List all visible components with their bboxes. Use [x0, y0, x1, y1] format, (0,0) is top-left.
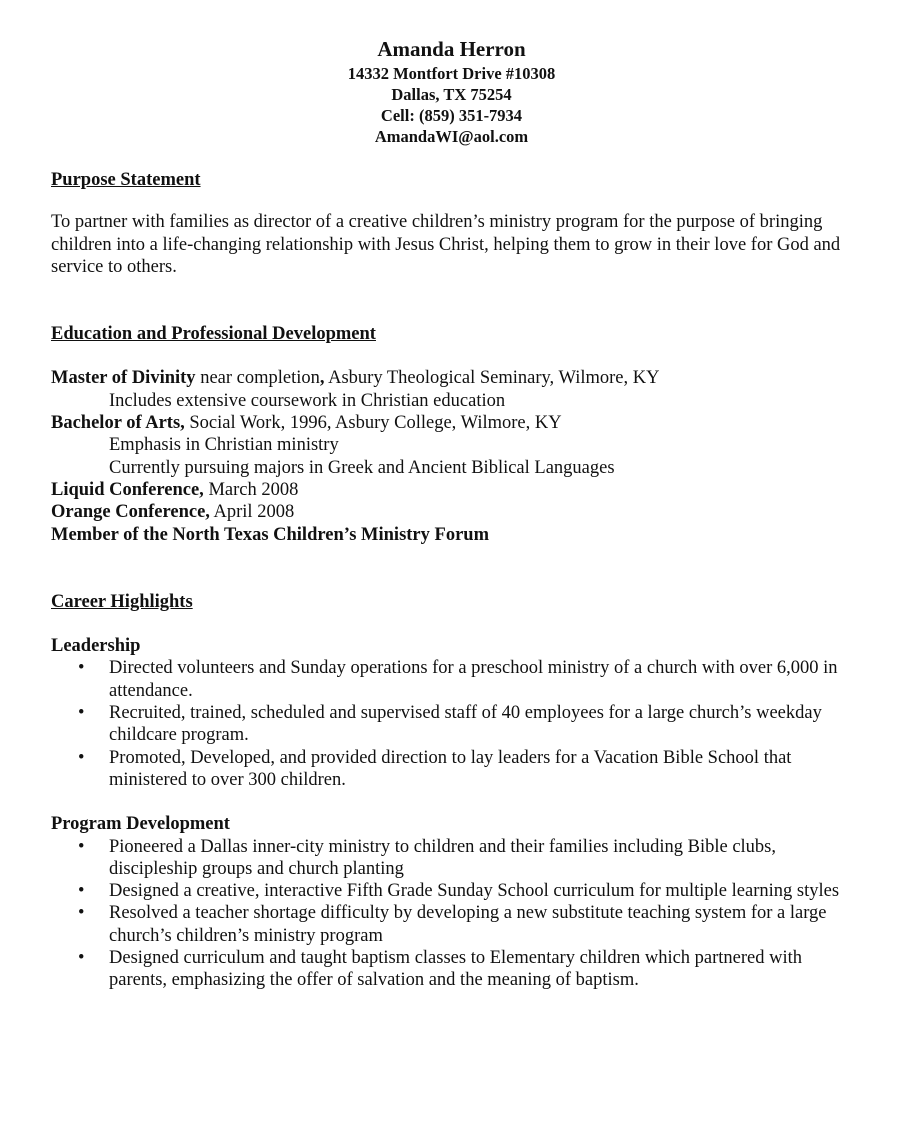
liquid-conference-name: Liquid Conference,: [51, 479, 204, 500]
list-item-text: Pioneered a Dallas inner-city ministry to children and their families including Bible clubs, discipleship groups and church planting: [109, 836, 777, 879]
mdiv-institution: Asbury Theological Seminary, Wilmore, KY: [324, 368, 660, 389]
leadership-title: Leadership: [51, 636, 141, 657]
orange-conference-name: Orange Conference,: [51, 502, 210, 523]
ba-note-2: Currently pursuing majors in Greek and Ancient Biblical Languages: [109, 457, 615, 478]
list-item: [51, 880, 852, 902]
liquid-conference: [51, 479, 852, 501]
list-item: [51, 947, 852, 992]
bullet-icon: •: [78, 747, 85, 768]
bullet-icon: •: [78, 948, 85, 969]
ba-note-1: Emphasis in Christian ministry: [109, 435, 339, 456]
ba-details: Social Work, 1996, Asbury College, Wilmore, KY: [184, 413, 562, 434]
membership: Member of the North Texas Children’s Ministry Forum: [51, 524, 489, 545]
bullet-icon: •: [78, 881, 85, 902]
purpose-section-title: Purpose Statement: [51, 170, 201, 190]
bullet-icon: •: [78, 903, 85, 924]
list-item: [51, 836, 852, 881]
list-item: [51, 657, 852, 702]
program-development-list: [51, 836, 852, 992]
list-item-text: Designed a creative, interactive Fifth Grade Sunday School curriculum for multiple learning styles: [109, 881, 840, 902]
bullet-icon: •: [78, 703, 85, 724]
education-mdiv: [51, 367, 852, 389]
address-line-1: 14332 Montfort Drive #10308: [347, 64, 556, 83]
email-address: AmandaWI@aol.com: [374, 127, 529, 146]
list-item-text: Designed curriculum and taught baptism classes to Elementary children which partnered with parents, emphasizing the offer of salvation and the meaning of baptism.: [109, 948, 803, 991]
list-item-text: Resolved a teacher shortage difficulty by developing a new substitute teaching system for a large church’s children’s ministry program: [109, 903, 827, 946]
program-development-title: Program Development: [51, 814, 230, 835]
list-item-text: Recruited, trained, scheduled and supervised staff of 40 employees for a large church’s weekday childcare program.: [109, 703, 822, 746]
list-item-text: Directed volunteers and Sunday operations for a preschool ministry of a church with over 6,000 in attendance.: [109, 658, 838, 701]
mdiv-comma: ,: [319, 368, 325, 389]
ba-degree: Bachelor of Arts,: [51, 413, 185, 434]
mdiv-status: near completion: [195, 368, 320, 389]
leadership-list: [51, 657, 852, 791]
bullet-icon: •: [78, 836, 85, 857]
education-ba: [51, 412, 852, 434]
cell-phone: Cell: (859) 351-7934: [380, 106, 523, 125]
list-item: [51, 747, 852, 792]
address-line-2: Dallas, TX 75254: [391, 85, 512, 104]
purpose-statement-text: To partner with families as director of a creative children’s ministry program for the purpose of bringing children into a life-changing relationship with Jesus Christ, helping them to grow in their love for God and service to others.: [51, 212, 841, 277]
list-item: [51, 702, 852, 747]
career-section-title: Career Highlights: [51, 591, 193, 612]
mdiv-degree: Master of Divinity: [51, 368, 196, 389]
mdiv-note: Includes extensive coursework in Christian education: [109, 390, 506, 411]
list-item: [51, 902, 852, 947]
orange-conference: [51, 501, 852, 523]
candidate-name: Amanda Herron: [377, 37, 526, 61]
bullet-icon: •: [78, 658, 85, 679]
orange-conference-date: April 2008: [209, 502, 295, 523]
education-list: [51, 367, 852, 545]
liquid-conference-date: March 2008: [203, 479, 299, 500]
list-item-text: Promoted, Developed, and provided direction to lay leaders for a Vacation Bible School that ministered to over 300 children.: [109, 747, 792, 790]
education-section-title: Education and Professional Development: [51, 324, 376, 345]
resume-header: [51, 37, 852, 147]
